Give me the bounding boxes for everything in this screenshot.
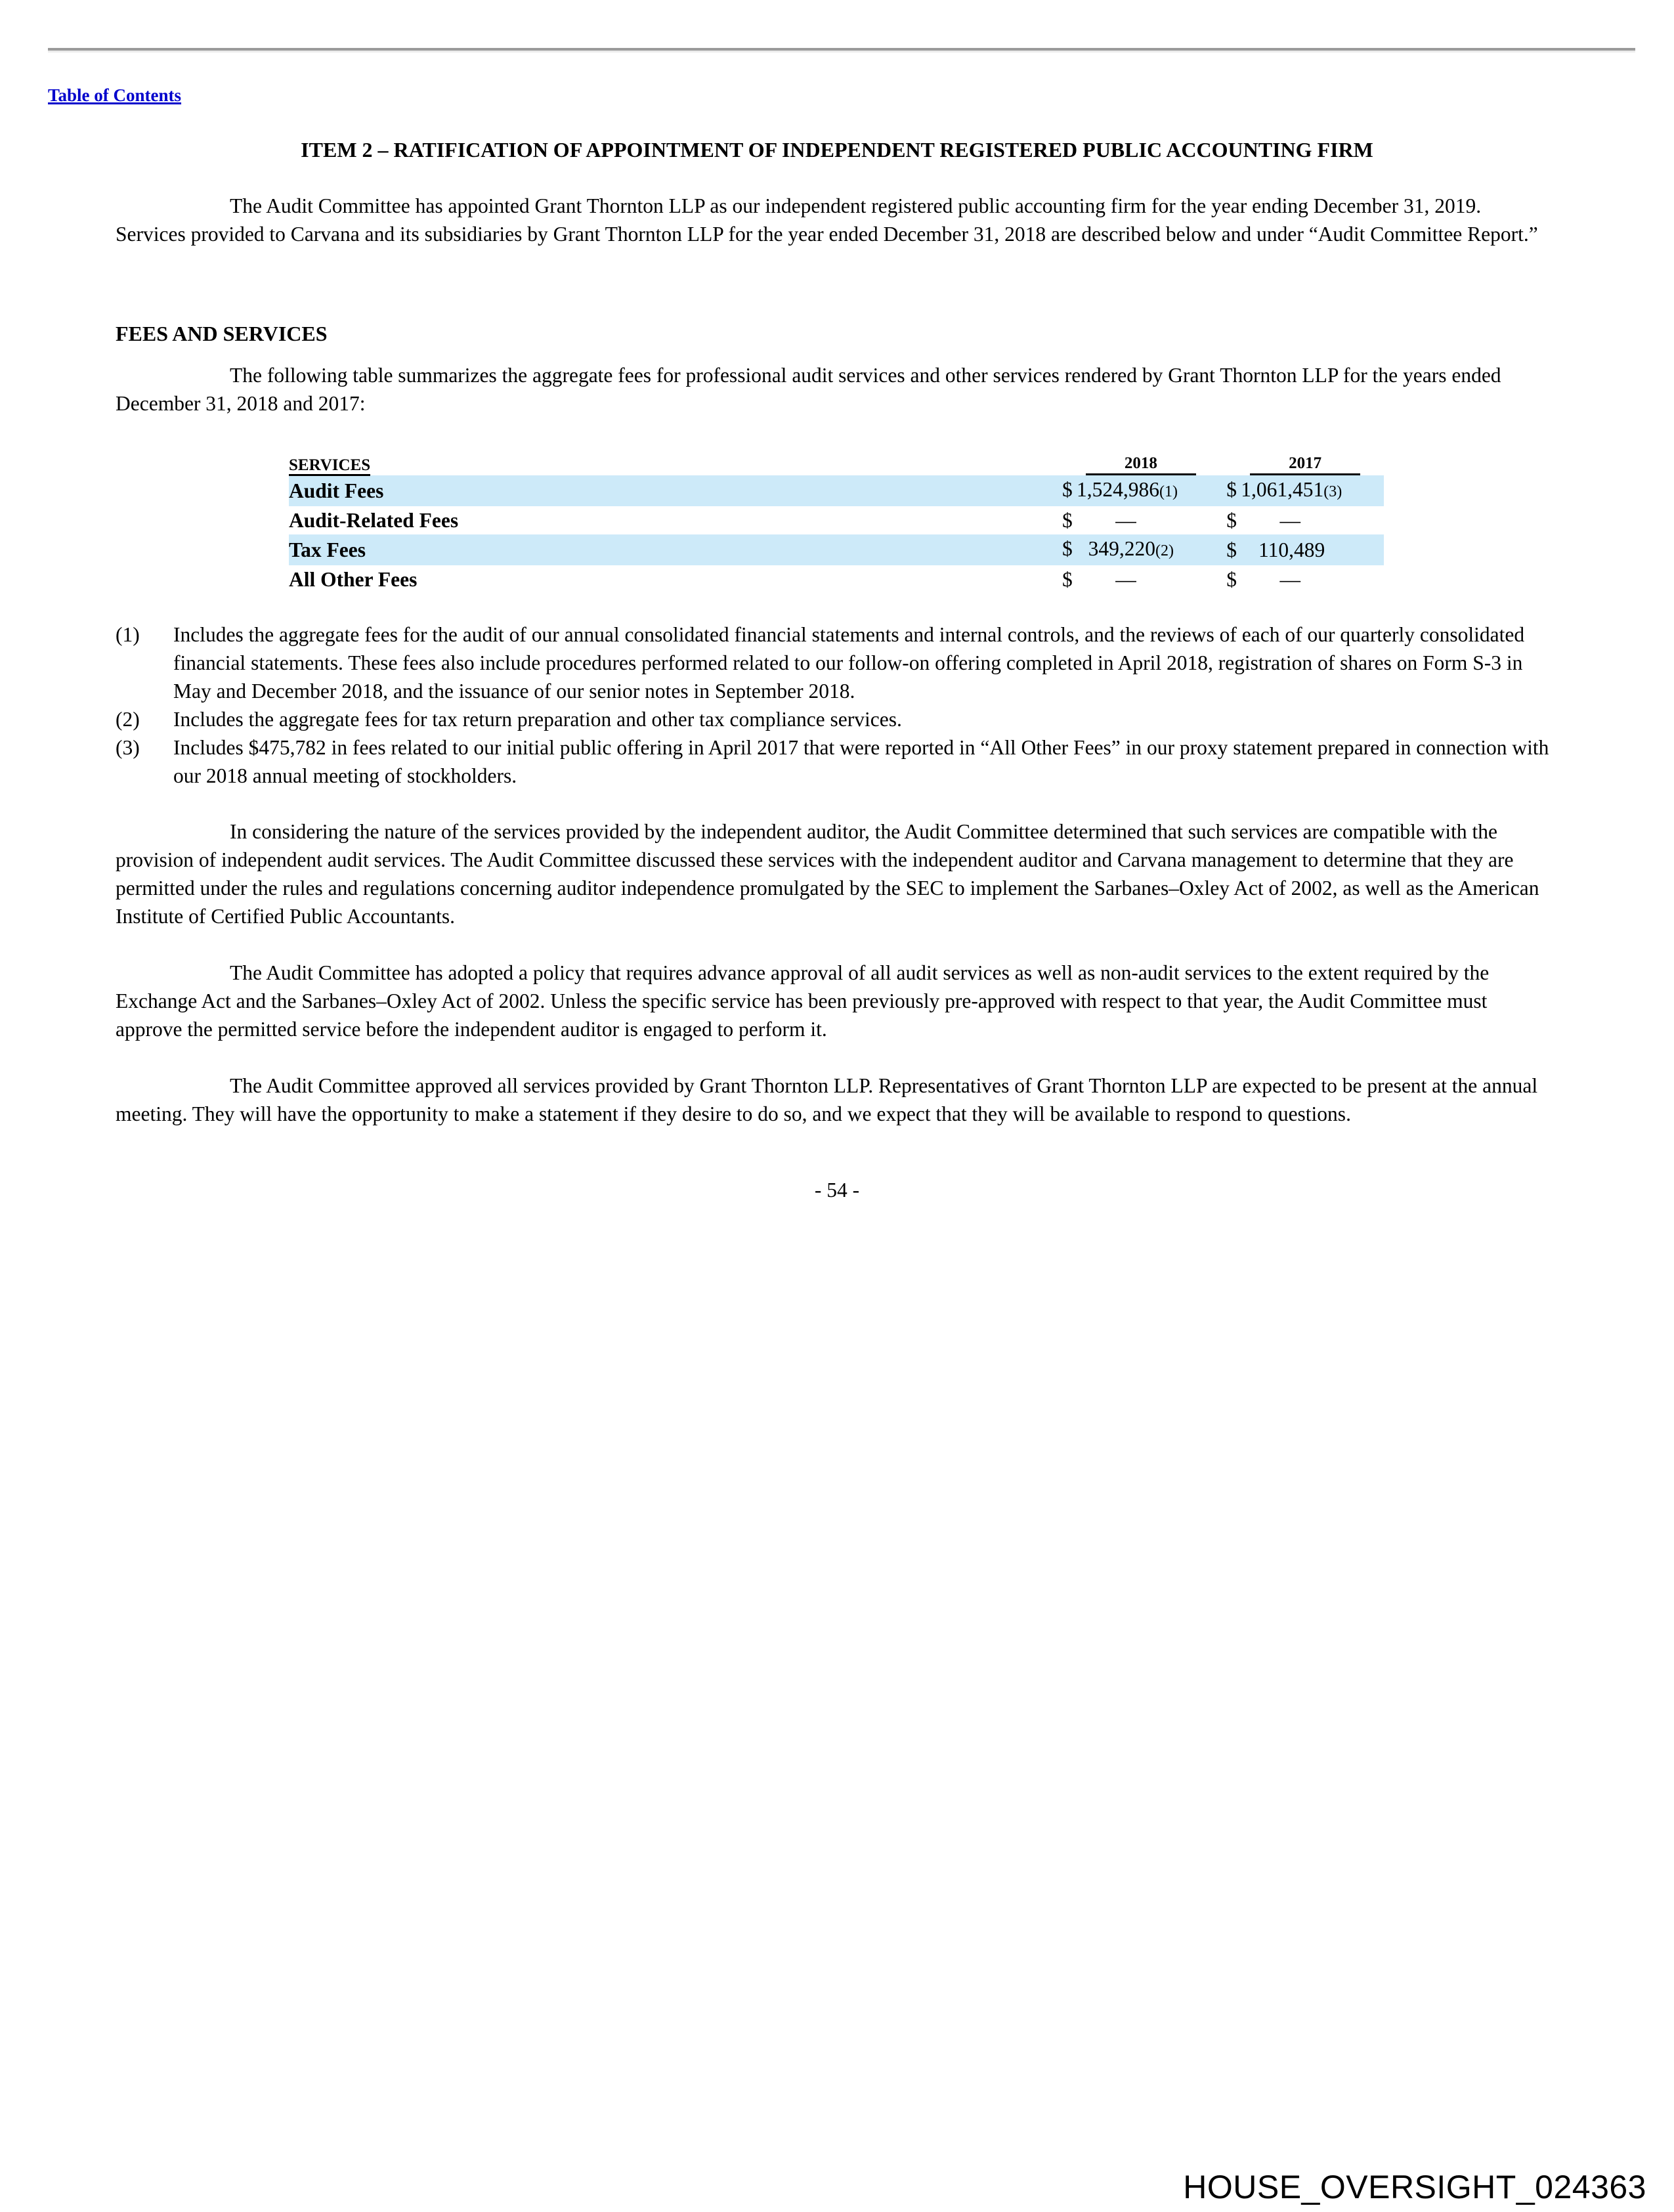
footnote-marker: (1) xyxy=(116,623,140,646)
table-row-tax-fees xyxy=(289,534,1384,565)
page-number: - 54 - xyxy=(814,1179,860,1202)
footnote-2 xyxy=(116,705,1560,733)
amount-2017: $ — xyxy=(1226,568,1300,591)
table-row-audit-related-fees xyxy=(289,506,1384,534)
header-services: SERVICES xyxy=(289,453,1062,475)
amount-2017: $ 110,489 xyxy=(1226,534,1384,565)
fees-intro-paragraph: The following table summarizes the aggregate fees for professional audit services and other services rendered by Grant Thornton LLP for the years ended December 31, 2018 and 2017: xyxy=(116,364,1501,415)
auditor-independence-paragraph: In considering the nature of the services provided by the independent auditor, the Audit Committee determined that such services are compatible with the provision of independent audit services. The Audit Committee discussed these services with the independent auditor and Carvana management to determine that they are permitted under the rules and regulations concerning auditor independence promulgated by the SEC to implement the Sarbanes–Oxley Act of 2002, as well as the American Institute of Certified Public Accountants. xyxy=(116,820,1539,928)
table-of-contents-link[interactable]: Table of Contents xyxy=(48,85,182,105)
service-name: All Other Fees xyxy=(289,568,418,591)
service-name: Audit-Related Fees xyxy=(289,509,459,532)
top-rule xyxy=(48,48,1635,51)
amount-2018: $ 1,524,986 (1) xyxy=(1062,475,1220,506)
annual-meeting-paragraph: The Audit Committee approved all services provided by Grant Thornton LLP. Representatives of Grant Thornton LLP are expected to be present at the annual meeting. They will have the opportunity to make a statement if they desire to do so, and we expect that they will be available to respond to questions. xyxy=(116,1074,1538,1125)
table-row-audit-fees xyxy=(289,475,1384,506)
footnote-text: Includes the aggregate fees for tax return preparation and other tax compliance services. xyxy=(173,708,902,731)
service-name: Audit Fees xyxy=(289,475,1062,506)
amount-2018: $ — xyxy=(1062,509,1136,532)
amount-2017: $ — xyxy=(1226,509,1300,532)
footnote-text: Includes $475,782 in fees related to our initial public offering in April 2017 that were reported in “All Other Fees” in our proxy statement prepared in connection with our 2018 annual meeting of stockholders. xyxy=(173,736,1549,787)
amount-2018: $ 349,220 (2) xyxy=(1062,534,1220,565)
footnote-3 xyxy=(116,733,1560,790)
footnote-marker: (3) xyxy=(116,736,140,759)
footnote-ref: (2) xyxy=(1155,542,1174,559)
footnote-1 xyxy=(116,620,1560,705)
item-title: ITEM 2 – RATIFICATION OF APPOINTMENT OF INDEPENDENT REGISTERED PUBLIC ACCOUNTING FIRM xyxy=(301,138,1373,162)
fees-table xyxy=(289,453,1384,594)
fees-and-services-heading: FEES AND SERVICES xyxy=(116,322,328,345)
pre-approval-policy-paragraph: The Audit Committee has adopted a policy that requires advance approval of all audit services as well as non-audit services to the extent required by the Exchange Act and the Sarbanes–Oxley Act of 2002. Unless the specific service has been previously pre-approved with respect to that year, the Audit Committee must approve the permitted service before the independent auditor is engaged to perform it. xyxy=(116,961,1490,1041)
footnote-ref: (1) xyxy=(1159,483,1178,500)
table-row-all-other-fees xyxy=(289,565,1384,594)
footnotes xyxy=(116,620,1560,790)
footnote-ref: (3) xyxy=(1323,483,1342,500)
header-2018: 2018 xyxy=(1062,453,1220,475)
footnote-marker: (2) xyxy=(116,708,140,731)
amount-2017: $ 1,061,451 (3) xyxy=(1226,475,1384,506)
header-2017: 2017 xyxy=(1226,453,1384,475)
service-name: Tax Fees xyxy=(289,534,1062,565)
amount-2018: $ — xyxy=(1062,568,1136,591)
fees-table-header-row xyxy=(289,453,1384,475)
footnote-text: Includes the aggregate fees for the audit of our annual consolidated financial statements and internal controls, and the reviews of each of our quarterly consolidated financial statements. These fees also include procedures performed related to our follow-on offering completed in April 2018, registration of shares on Form S-3 in May and December 2018, and the issuance of our senior notes in September 2018. xyxy=(173,623,1525,703)
intro-paragraph: The Audit Committee has appointed Grant Thornton LLP as our independent registered public accounting firm for the year ending December 31, 2019. Services provided to Carvana and its subsidiaries by Grant Thornton LLP for the year ended December 31, 2018 are described below and under “Audit Committee Report.” xyxy=(116,194,1538,246)
bates-stamp: HOUSE_OVERSIGHT_024363 xyxy=(1183,2169,1646,2205)
